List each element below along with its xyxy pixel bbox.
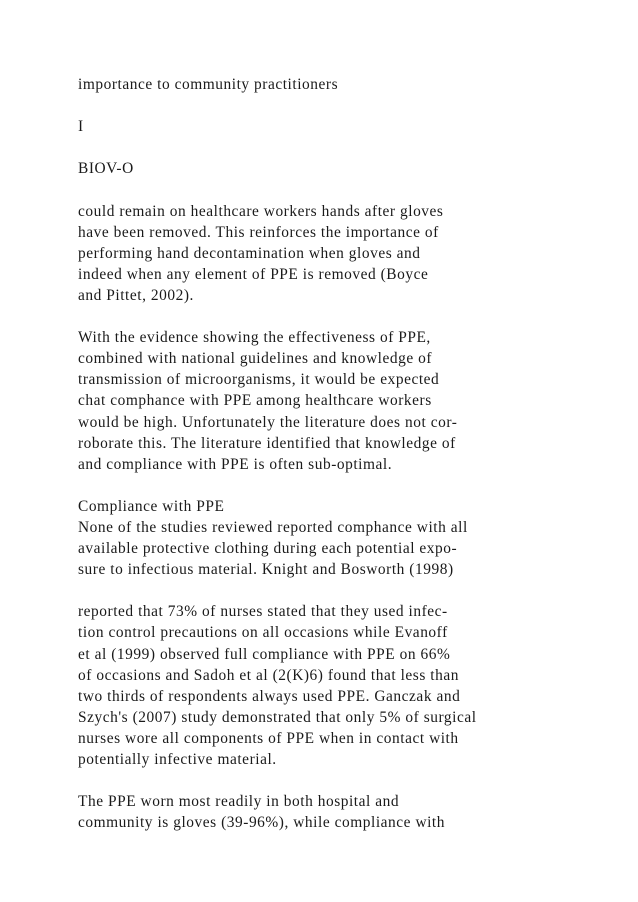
text-line: have been removed. This reinforces the importance of	[78, 223, 439, 241]
document-page	[78, 74, 618, 854]
text-line: combined with national guidelines and knowledge of	[78, 350, 433, 368]
text-line: With the evidence showing the effectiveness of PPE,	[78, 329, 431, 347]
paragraph-statistics	[78, 601, 618, 770]
paragraph-evidence	[78, 327, 618, 475]
text-line: BIOV-O	[78, 160, 134, 178]
text-line: tion control precautions on all occasions while Evanoff	[78, 624, 448, 642]
section-heading: Compliance with PPE	[78, 497, 225, 515]
text-line: chat comphance with PPE among healthcare workers	[78, 392, 432, 410]
text-line: nurses wore all components of PPE when in contact with	[78, 729, 459, 747]
text-line: would be high. Unfortunately the literature does not cor-	[78, 413, 458, 431]
header-fragment	[78, 74, 618, 95]
text-line: sure to infectious material. Knight and Bosworth (1998)	[78, 561, 454, 579]
text-line: The PPE worn most readily in both hospital and	[78, 793, 400, 811]
text-line: could remain on healthcare workers hands after gloves	[78, 202, 444, 220]
stray-letter	[78, 116, 618, 137]
text-line: None of the studies reviewed reported comphance with all	[78, 518, 468, 536]
text-line: community is gloves (39-96%), while compliance with	[78, 814, 446, 832]
text-line: performing hand decontamination when gloves and	[78, 244, 421, 262]
text-line: Szych's (2007) study demonstrated that only 5% of surgical	[78, 708, 477, 726]
paragraph-ppe-worn	[78, 791, 618, 833]
section-compliance	[78, 496, 618, 580]
text-line: importance to community practitioners	[78, 76, 339, 93]
text-line: reported that 73% of nurses stated that they used infec-	[78, 603, 448, 621]
text-line: indeed when any element of PPE is removed (Boyce	[78, 265, 429, 283]
text-line: potentially infective material.	[78, 751, 277, 768]
text-line: and Pittet, 2002).	[78, 286, 194, 304]
text-line: roborate this. The literature identified that knowledge of	[78, 434, 456, 452]
paragraph-gloves	[78, 201, 618, 306]
text-line: transmission of microorganisms, it would be expected	[78, 371, 440, 389]
stray-heading	[78, 158, 618, 179]
text-line: two thirds of respondents always used PPE. Ganczak and	[78, 687, 461, 705]
text-line: and compliance with PPE is often sub-optimal.	[78, 455, 393, 473]
text-line: of occasions and Sadoh et al (2(K)6) found that less than	[78, 666, 459, 684]
text-line: I	[78, 118, 84, 136]
text-line: available protective clothing during each potential expo-	[78, 540, 458, 558]
text-line: et al (1999) observed full compliance with PPE on 66%	[78, 645, 451, 663]
